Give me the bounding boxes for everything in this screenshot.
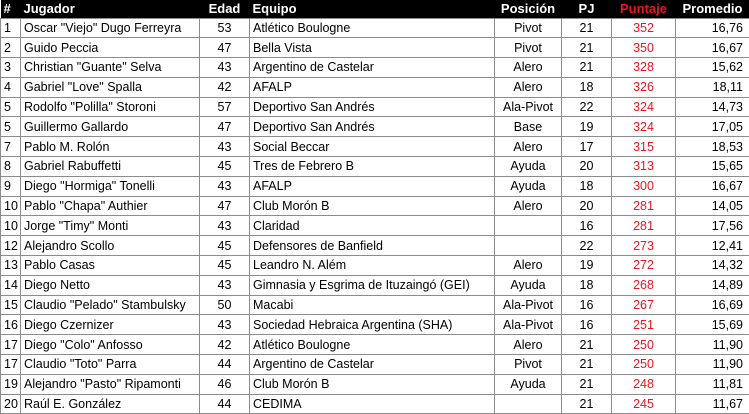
cell-age: 46 [200, 374, 250, 394]
cell-average: 18,11 [676, 77, 749, 97]
cell-team: Gimnasia y Esgrima de Ituzaingó (GEI) [250, 275, 495, 295]
cell-team: Argentino de Castelar [250, 355, 495, 375]
cell-num: 10 [1, 216, 21, 236]
cell-position: Alero [495, 335, 562, 355]
cell-player: Diego Czernizer [21, 315, 200, 335]
cell-age: 43 [200, 216, 250, 236]
cell-age: 50 [200, 295, 250, 315]
table-row [1, 236, 749, 256]
cell-points: 324 [612, 97, 676, 117]
cell-num: 16 [1, 315, 21, 335]
cell-games: 21 [562, 335, 612, 355]
table-row [1, 275, 749, 295]
cell-points: 313 [612, 157, 676, 177]
cell-team: AFALP [250, 77, 495, 97]
cell-points: 326 [612, 77, 676, 97]
cell-points: 324 [612, 117, 676, 137]
cell-games: 16 [562, 216, 612, 236]
cell-points: 328 [612, 58, 676, 78]
cell-points: 245 [612, 394, 676, 414]
cell-average: 15,65 [676, 157, 749, 177]
cell-games: 19 [562, 256, 612, 276]
cell-num: 5 [1, 97, 21, 117]
cell-position [495, 216, 562, 236]
cell-num: 7 [1, 137, 21, 157]
cell-points: 315 [612, 137, 676, 157]
cell-average: 14,89 [676, 275, 749, 295]
table-row [1, 256, 749, 276]
table-row [1, 77, 749, 97]
cell-position: Pivot [495, 38, 562, 58]
cell-average: 11,81 [676, 374, 749, 394]
cell-num: 17 [1, 335, 21, 355]
cell-points: 300 [612, 176, 676, 196]
table-row [1, 355, 749, 375]
cell-games: 21 [562, 18, 612, 38]
header-average: Promedio [676, 0, 749, 18]
cell-points: 281 [612, 196, 676, 216]
cell-points: 267 [612, 295, 676, 315]
cell-points: 268 [612, 275, 676, 295]
cell-age: 43 [200, 137, 250, 157]
cell-points: 250 [612, 335, 676, 355]
cell-player: Rodolfo "Polilla" Storoni [21, 97, 200, 117]
header-games: PJ [562, 0, 612, 18]
header-team: Equipo [250, 0, 495, 18]
cell-num: 15 [1, 295, 21, 315]
table-row [1, 335, 749, 355]
cell-position: Ala-Pivot [495, 295, 562, 315]
cell-age: 43 [200, 176, 250, 196]
cell-team: Tres de Febrero B [250, 157, 495, 177]
cell-average: 14,32 [676, 256, 749, 276]
cell-num: 20 [1, 394, 21, 414]
cell-num: 5 [1, 117, 21, 137]
cell-points: 250 [612, 355, 676, 375]
cell-games: 18 [562, 77, 612, 97]
cell-position: Alero [495, 256, 562, 276]
cell-team: Claridad [250, 216, 495, 236]
cell-position: Alero [495, 196, 562, 216]
header-age: Edad [200, 0, 250, 18]
cell-player: Christian "Guante" Selva [21, 58, 200, 78]
header-player: Jugador [21, 0, 200, 18]
cell-games: 21 [562, 355, 612, 375]
cell-position: Pivot [495, 18, 562, 38]
cell-position: Base [495, 117, 562, 137]
cell-points: 251 [612, 315, 676, 335]
cell-games: 16 [562, 315, 612, 335]
cell-age: 42 [200, 335, 250, 355]
cell-points: 352 [612, 18, 676, 38]
cell-num: 14 [1, 275, 21, 295]
cell-points: 273 [612, 236, 676, 256]
table-row [1, 117, 749, 137]
cell-age: 43 [200, 58, 250, 78]
cell-position: Ala-Pivot [495, 315, 562, 335]
table-row [1, 137, 749, 157]
cell-points: 281 [612, 216, 676, 236]
cell-player: Pablo M. Rolón [21, 137, 200, 157]
cell-player: Jorge "Timy" Monti [21, 216, 200, 236]
cell-points: 350 [612, 38, 676, 58]
table-body [1, 18, 749, 414]
cell-position [495, 394, 562, 414]
cell-age: 57 [200, 97, 250, 117]
cell-average: 15,69 [676, 315, 749, 335]
cell-num: 17 [1, 355, 21, 375]
cell-position: Pivot [495, 355, 562, 375]
cell-player: Oscar "Viejo" Dugo Ferreyra [21, 18, 200, 38]
cell-age: 45 [200, 236, 250, 256]
cell-team: Atlético Boulogne [250, 335, 495, 355]
table-row [1, 157, 749, 177]
cell-team: Deportivo San Andrés [250, 117, 495, 137]
cell-position: Alero [495, 77, 562, 97]
cell-games: 21 [562, 38, 612, 58]
table-row [1, 394, 749, 414]
cell-average: 15,62 [676, 58, 749, 78]
cell-average: 16,67 [676, 38, 749, 58]
cell-player: Pablo Casas [21, 256, 200, 276]
cell-age: 45 [200, 157, 250, 177]
cell-player: Pablo "Chapa" Authier [21, 196, 200, 216]
cell-team: Defensores de Banfield [250, 236, 495, 256]
header-row [1, 0, 749, 18]
cell-points: 272 [612, 256, 676, 276]
header-num: # [1, 0, 21, 18]
cell-team: Social Beccar [250, 137, 495, 157]
cell-average: 14,73 [676, 97, 749, 117]
cell-num: 12 [1, 236, 21, 256]
cell-num: 19 [1, 374, 21, 394]
cell-team: Atlético Boulogne [250, 18, 495, 38]
cell-age: 42 [200, 77, 250, 97]
table-row [1, 196, 749, 216]
cell-average: 16,76 [676, 18, 749, 38]
cell-games: 22 [562, 236, 612, 256]
cell-average: 18,53 [676, 137, 749, 157]
cell-average: 16,67 [676, 176, 749, 196]
cell-games: 20 [562, 196, 612, 216]
table-row [1, 38, 749, 58]
cell-games: 21 [562, 394, 612, 414]
cell-games: 21 [562, 374, 612, 394]
cell-num: 2 [1, 38, 21, 58]
table-header [1, 0, 749, 18]
cell-player: Guido Peccia [21, 38, 200, 58]
cell-player: Claudio "Toto" Parra [21, 355, 200, 375]
cell-num: 10 [1, 196, 21, 216]
cell-player: Claudio "Pelado" Stambulsky [21, 295, 200, 315]
table-row [1, 315, 749, 335]
cell-player: Gabriel Rabuffetti [21, 157, 200, 177]
cell-player: Gabriel "Love" Spalla [21, 77, 200, 97]
table-row [1, 374, 749, 394]
cell-average: 11,67 [676, 394, 749, 414]
cell-games: 22 [562, 97, 612, 117]
table-row [1, 216, 749, 236]
header-position: Posición [495, 0, 562, 18]
cell-position [495, 236, 562, 256]
cell-average: 11,90 [676, 355, 749, 375]
cell-player: Diego Netto [21, 275, 200, 295]
cell-average: 17,05 [676, 117, 749, 137]
cell-team: AFALP [250, 176, 495, 196]
cell-num: 8 [1, 157, 21, 177]
cell-position: Ayuda [495, 275, 562, 295]
cell-average: 14,05 [676, 196, 749, 216]
cell-games: 17 [562, 137, 612, 157]
cell-average: 16,69 [676, 295, 749, 315]
cell-team: Argentino de Castelar [250, 58, 495, 78]
cell-average: 11,90 [676, 335, 749, 355]
cell-age: 43 [200, 275, 250, 295]
cell-team: Leandro N. Além [250, 256, 495, 276]
cell-player: Diego "Colo" Anfosso [21, 335, 200, 355]
cell-position: Ala-Pivot [495, 97, 562, 117]
cell-average: 12,41 [676, 236, 749, 256]
cell-age: 47 [200, 196, 250, 216]
table-row [1, 18, 749, 38]
cell-games: 18 [562, 176, 612, 196]
cell-age: 47 [200, 117, 250, 137]
cell-games: 19 [562, 117, 612, 137]
table-row [1, 176, 749, 196]
cell-position: Alero [495, 137, 562, 157]
cell-player: Guillermo Gallardo [21, 117, 200, 137]
cell-num: 1 [1, 18, 21, 38]
cell-position: Ayuda [495, 176, 562, 196]
table-row [1, 295, 749, 315]
cell-player: Diego "Hormiga" Tonelli [21, 176, 200, 196]
cell-games: 16 [562, 295, 612, 315]
cell-games: 18 [562, 275, 612, 295]
cell-team: CEDIMA [250, 394, 495, 414]
cell-age: 45 [200, 256, 250, 276]
cell-position: Ayuda [495, 157, 562, 177]
cell-team: Deportivo San Andrés [250, 97, 495, 117]
cell-games: 20 [562, 157, 612, 177]
cell-player: Alejandro "Pasto" Ripamonti [21, 374, 200, 394]
cell-num: 9 [1, 176, 21, 196]
cell-position: Alero [495, 58, 562, 78]
cell-age: 44 [200, 394, 250, 414]
cell-team: Macabi [250, 295, 495, 315]
cell-age: 43 [200, 315, 250, 335]
cell-average: 17,56 [676, 216, 749, 236]
cell-num: 3 [1, 58, 21, 78]
cell-team: Club Morón B [250, 374, 495, 394]
cell-age: 44 [200, 355, 250, 375]
table-row [1, 97, 749, 117]
cell-team: Bella Vista [250, 38, 495, 58]
cell-team: Sociedad Hebraica Argentina (SHA) [250, 315, 495, 335]
cell-num: 4 [1, 77, 21, 97]
cell-games: 21 [562, 58, 612, 78]
cell-num: 13 [1, 256, 21, 276]
cell-team: Club Morón B [250, 196, 495, 216]
cell-points: 248 [612, 374, 676, 394]
cell-age: 53 [200, 18, 250, 38]
cell-age: 47 [200, 38, 250, 58]
header-points: Puntaje [612, 0, 676, 18]
cell-player: Raúl E. González [21, 394, 200, 414]
cell-position: Ayuda [495, 374, 562, 394]
cell-player: Alejandro Scollo [21, 236, 200, 256]
table-row [1, 58, 749, 78]
